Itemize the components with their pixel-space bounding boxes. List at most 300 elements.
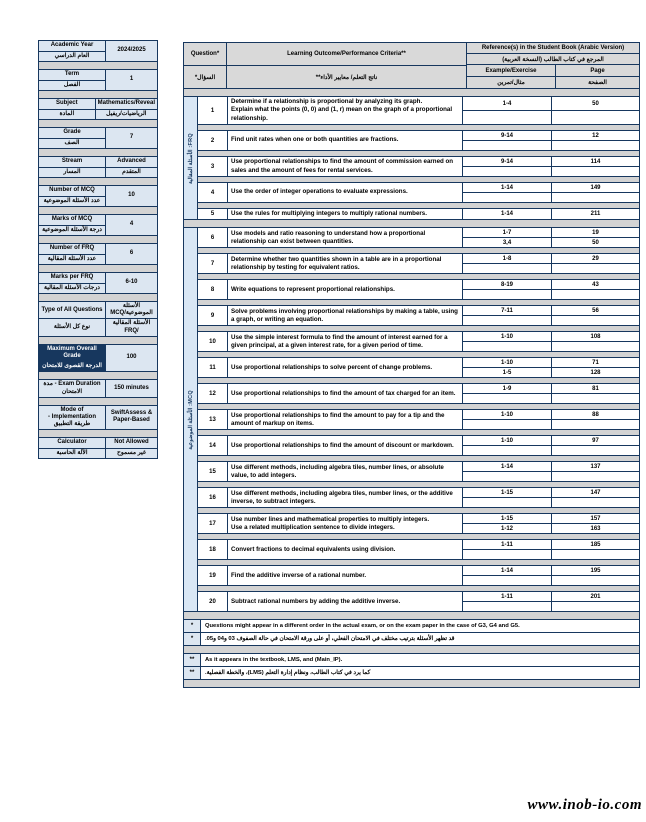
footnote-mark: * [184,620,201,632]
ref-page: 114 [590,158,601,165]
reference-line [463,131,639,140]
footnote-text-en: Questions might appear in a different order in the actual exam, or on the exam paper in the case of G3, G4 and G5. [205,623,520,630]
ref-page [552,316,639,325]
info-value [106,438,157,458]
info-value-text: Advanced [117,158,146,165]
info-spacer [38,294,158,301]
reference-line [463,332,639,341]
question-row [198,279,639,299]
question-row [198,228,639,247]
outcome-line: Find the additive inverse of a rational number. [231,571,367,579]
page-column-header [556,65,639,88]
ref-example: 7-11 [463,306,552,315]
info-value-text: 2024/2025 [117,47,146,54]
footnote-row [183,632,640,646]
reference-line [463,228,639,237]
info-label [39,244,106,264]
info-label-en: Type of All Questions [41,306,103,313]
info-value [106,70,157,90]
question-row [198,156,639,176]
reference-line [463,445,639,455]
info-value-text: 10 [128,192,135,199]
questions-table-body [183,88,640,688]
outcome-line: Use number lines and mathematical properties to multiply integers. [231,515,430,523]
ref-example [463,550,552,559]
outcome-column-header [227,43,467,88]
group-label [184,228,198,611]
reference-cells [463,384,639,403]
info-value [106,244,157,264]
info-row [38,272,158,294]
footnote-mark: ** [184,654,201,666]
ref-example [463,420,552,429]
info-label-ar: درجة الأسئلة الموضوعية [39,225,105,236]
outcome-line: Determine whether two quantities shown in a table are in a proportional relationship by testing for equivalent ratios. [231,255,442,271]
ref-example: 8-19 [463,280,552,289]
ref-page: 185 [590,541,601,548]
question-row [198,305,639,325]
question-row [198,130,639,150]
outcome-text [228,280,463,299]
ref-page: 97 [592,437,599,444]
footnote-row [183,619,640,633]
info-label-ar: العام الدراسي [39,51,105,62]
info-label-ar: عدد الأسئلة الموضوعية [39,196,105,207]
info-value-text: 6 [129,250,134,257]
outcome-line: Determine if a relationship is proportional by analyzing its graph. [231,98,423,105]
info-row [38,156,158,178]
reference-cells [463,228,639,247]
reference-cells [463,462,639,481]
info-spacer [38,62,158,69]
reference-line [463,289,639,299]
reference-line [463,488,639,497]
ref-example: 9-14 [463,157,552,166]
info-row [38,40,158,62]
question-number: 20 [198,592,228,611]
reference-cells [463,540,639,559]
info-label-en: Marks per FRQ [50,274,94,281]
outcome-line: Solve problems involving proportional relationships by making a table, using a graph, or writing an equation. [231,307,458,323]
reference-header-en: Reference(s) in the Student Book (Arabic Version) [467,43,639,54]
ref-example: 1-9 [463,384,552,393]
info-label-en: Marks of MCQ [51,216,93,223]
info-row [38,243,158,265]
exam-info-panel [38,40,158,459]
outcome-line: Use models and ratio reasoning to understand how a proportional relationship can exist between quantities. [231,229,426,245]
info-label [39,157,106,177]
info-spacer [38,430,158,437]
question-row [198,591,639,611]
ref-page [552,167,639,176]
outcome-line: Use the order of integer operations to evaluate expressions. [231,188,408,196]
info-value-text: 150 minutes [114,384,149,391]
info-label [39,438,106,458]
question-row [198,357,639,377]
outcome-header-ar: ناتج التعلم/ معايير الأداء** [227,65,466,88]
page-header-en: Page [590,67,605,74]
ref-page: 163 [590,525,601,532]
question-number: 18 [198,540,228,559]
reference-cells [463,183,639,202]
reference-line [463,471,639,481]
reference-cells [463,157,639,176]
ref-example: 1-10 [463,436,552,445]
outcome-text [228,462,463,481]
info-label [39,345,106,372]
question-number: 16 [198,488,228,507]
question-number: 1 [198,97,228,124]
info-label [39,380,106,396]
question-row [198,409,639,429]
question-number: 11 [198,358,228,377]
question-number: 8 [198,280,228,299]
question-number: 17 [198,514,228,533]
question-row [198,97,639,124]
ref-example: 1-14 [463,209,552,219]
info-value [106,380,157,396]
info-label [39,70,106,90]
reference-line [463,183,639,192]
ref-example: 1-10 [463,410,552,419]
outcome-text [228,384,463,403]
info-value-text: 1 [129,76,134,83]
ref-example: 1-15 [463,488,552,497]
ref-page: 195 [590,567,601,574]
reference-line [463,523,639,533]
reference-line [463,497,639,507]
reference-line [463,280,639,289]
reference-cells [463,306,639,325]
info-label-ar: نوع كل الأسئلة [39,318,105,335]
info-value [106,302,157,336]
outcome-line: Use proportional relationships to find the amount of discount or markdown. [231,441,454,449]
reference-line [463,514,639,523]
ref-page [552,472,639,481]
ref-example: 1-5 [463,368,552,377]
info-label-en: Number of MCQ [49,187,95,194]
reference-cells [463,209,639,219]
outcome-text [228,566,463,585]
question-group [183,96,640,220]
reference-subheaders [467,65,639,88]
ref-page: 19 [592,229,599,236]
info-value [106,273,157,293]
group-label [184,97,198,219]
ref-page [552,498,639,507]
info-value [106,41,157,61]
ref-example [463,576,552,585]
outcome-text [228,410,463,429]
question-number: 7 [198,254,228,273]
info-value-text: المتقدم [106,167,157,178]
info-value [106,157,157,177]
info-label-ar: الصف [39,138,105,149]
question-number: 3 [198,157,228,176]
reference-line [463,462,639,471]
info-label [39,302,106,336]
info-label [39,406,106,430]
ref-page [552,576,639,585]
ref-page [552,420,639,429]
ref-page: 137 [590,463,601,470]
reference-line [463,601,639,611]
reference-cells [463,131,639,150]
question-number: 13 [198,410,228,429]
info-label [39,215,106,235]
ref-example [463,446,552,455]
ref-example: 1-14 [463,183,552,192]
reference-line [463,575,639,585]
question-header-en: Question* [190,51,220,57]
ref-page [552,602,639,611]
reference-cells [463,358,639,377]
reference-cells [463,254,639,273]
question-row [198,513,639,533]
info-label-en: Subject [55,100,78,107]
ref-page: 147 [590,489,601,496]
info-row [38,379,158,397]
ref-page [552,342,639,351]
ref-page: 29 [592,255,599,262]
reference-line [463,358,639,367]
ref-page: 128 [590,369,601,376]
reference-line [463,315,639,325]
watermark: www.inob-io.com [527,797,642,813]
example-header-en: Example/Exercise [485,67,537,74]
info-value-text: غير مسموح [106,448,157,459]
info-value-text: 6-10 [125,279,138,286]
info-spacer [38,149,158,156]
ref-page: 149 [590,184,601,191]
info-value [106,186,157,206]
info-value-text: الرياضيات/ريفيل [96,109,157,120]
outcome-line: Find unit rates when one or both quantities are fractions. [231,136,399,144]
info-value [106,345,157,372]
ref-page [552,193,639,202]
info-row [38,127,158,149]
info-label-ar: الدرجة القصوى للامتحان [39,361,105,371]
info-value [106,406,157,430]
question-row [198,461,639,481]
reference-cells [463,280,639,299]
question-number: 15 [198,462,228,481]
reference-cells [463,566,639,585]
ref-example: 1-14 [463,566,552,575]
question-number: 19 [198,566,228,585]
group-label-text: MCQ: الأسئلة الموضوعية [187,390,194,450]
ref-example [463,111,552,124]
info-value-text: Mathematics/Reveal [97,100,155,107]
ref-example [463,290,552,299]
ref-page [552,550,639,559]
question-row [198,565,639,585]
info-value-text: الأسئلة المقالية /FRQ [106,318,157,335]
ref-example: 9-14 [463,131,552,140]
outcome-line: Write equations to represent proportional relationships. [231,285,395,293]
ref-example: 1-10 [463,358,552,367]
outcome-text [228,131,463,150]
question-number: 9 [198,306,228,325]
reference-line [463,254,639,263]
reference-cells [463,410,639,429]
ref-page [552,394,639,403]
reference-cells [463,514,639,533]
info-spacer [38,91,158,98]
reference-line [463,592,639,601]
info-value-text: الأسئلة الموضوعية/MCQ [110,303,153,317]
info-spacer [38,178,158,185]
info-row [38,437,158,459]
reference-cells [463,332,639,351]
footnote-text-en: As it appears in the textbook, LMS, and (Main_IP). [205,657,343,664]
reference-line [463,209,639,219]
info-spacer [38,236,158,243]
ref-page: 157 [590,515,601,522]
outcome-text [228,306,463,325]
ref-example [463,602,552,611]
ref-page: 56 [592,307,599,314]
footnote-mark: * [184,633,201,645]
info-label-en: Mode of Implementation - طريقة التطبيق [47,406,96,428]
outcome-line: Use the rules for multiplying integers to multiply rational numbers. [231,210,427,218]
ref-page [552,446,639,455]
footnote-text-ar: قد تظهر الأسئلة بترتيب مختلف في الامتحان الفعلي، أو على ورقة الامتحان في حالة الصفوف 03 و04 و05. [205,636,455,643]
questions-table-header [183,42,640,89]
ref-example [463,342,552,351]
info-label-en: Calculator [57,439,87,446]
info-value-text: Not Allowed [114,439,149,446]
spacer [183,679,640,688]
info-value-text: SwiftAssess & Paper-Based [110,410,153,424]
reference-line [463,410,639,419]
outcome-text [228,157,463,176]
ref-example: 3,4 [463,238,552,247]
outcome-text [228,358,463,377]
ref-page [552,264,639,273]
ref-example [463,316,552,325]
question-number: 14 [198,436,228,455]
info-spacer [38,265,158,272]
info-label-en: Term [64,71,80,78]
outcome-text [228,514,463,533]
info-row [38,69,158,91]
info-label [39,41,106,61]
ref-example [463,472,552,481]
reference-line [463,540,639,549]
example-column-header [467,65,556,88]
question-number: 10 [198,332,228,351]
ref-page: 50 [592,239,599,246]
ref-page: 12 [592,132,599,139]
question-number: 6 [198,228,228,247]
ref-page: 88 [592,411,599,418]
outcome-line: Explain what the points (0, 0) and (1, r) mean on the graph of a proportional relationship. [231,106,453,122]
question-header-ar: السؤال* [184,65,226,88]
ref-page: 43 [592,281,599,288]
footnote-mark: ** [184,667,201,679]
question-row [198,539,639,559]
info-row [38,301,158,337]
ref-example: 1-11 [463,540,552,549]
outcome-line: Use proportional relationships to find the amount of tax charged for an item. [231,389,456,397]
outcome-text [228,254,463,273]
ref-page: 108 [590,333,601,340]
outcome-line: Use a related multiplication sentence to divide integers. [231,523,395,531]
outcome-text [228,183,463,202]
ref-example [463,141,552,150]
reference-line [463,237,639,247]
info-label-ar: الفصل [39,80,105,91]
reference-line [463,384,639,393]
info-label-ar: المسار [39,167,105,178]
outcome-text [228,332,463,351]
outcome-line: Use different methods, including algebra tiles, number lines, or the additive inverse, to subtract integers. [231,489,453,505]
outcome-header-en: Learning Outcome/Performance Criteria** [287,51,406,57]
info-label-en: Grade [63,129,81,136]
ref-example: 1-11 [463,592,552,601]
reference-line [463,549,639,559]
info-spacer [38,372,158,379]
reference-cells [463,488,639,507]
info-row [38,98,158,120]
info-label-ar: الآلة الحاسبة [39,448,105,459]
outcome-text [228,436,463,455]
outcome-text [228,209,463,219]
ref-page: 71 [592,359,599,366]
reference-header-ar: المرجع في كتاب الطالب (النسخة العربية) [467,54,639,65]
info-label-en: Number of FRQ [49,245,95,252]
question-row [198,253,639,273]
page-header-ar: الصفحة [556,76,639,88]
info-label-ar: عدد الأسئلة المقالية [39,254,105,265]
reference-line [463,166,639,176]
outcome-text [228,540,463,559]
question-row [198,331,639,351]
info-label [39,186,106,206]
info-label [39,99,96,119]
question-group [183,227,640,612]
info-label-ar: درجات الأسئلة المقالية [39,283,105,294]
footnote-row [183,653,640,667]
reference-line [463,157,639,166]
ref-example: 1-10 [463,332,552,341]
ref-page: 201 [590,593,601,600]
footnote-row [183,666,640,680]
outcome-text [228,488,463,507]
question-number: 12 [198,384,228,403]
question-row [198,208,639,219]
outcome-text [228,97,463,124]
outcome-line: Use different methods, including algebra tiles, number lines, or absolute value, to add integers. [231,463,444,479]
ref-example [463,498,552,507]
ref-example [463,193,552,202]
info-row [38,405,158,431]
outcome-text [228,228,463,247]
info-value-text: 100 [126,354,137,361]
question-number: 4 [198,183,228,202]
reference-line [463,566,639,575]
outcome-line: Use proportional relationships to find the amount to pay for a tip and the amount of markup on items. [231,411,445,427]
info-label [39,273,106,293]
reference-cells [463,97,639,124]
info-value [106,128,157,148]
ref-page: 81 [592,385,599,392]
ref-page [552,290,639,299]
reference-line [463,192,639,202]
group-label-text: FRQ: الأسئلة المقالية [187,132,194,184]
ref-page: 211 [590,211,601,218]
